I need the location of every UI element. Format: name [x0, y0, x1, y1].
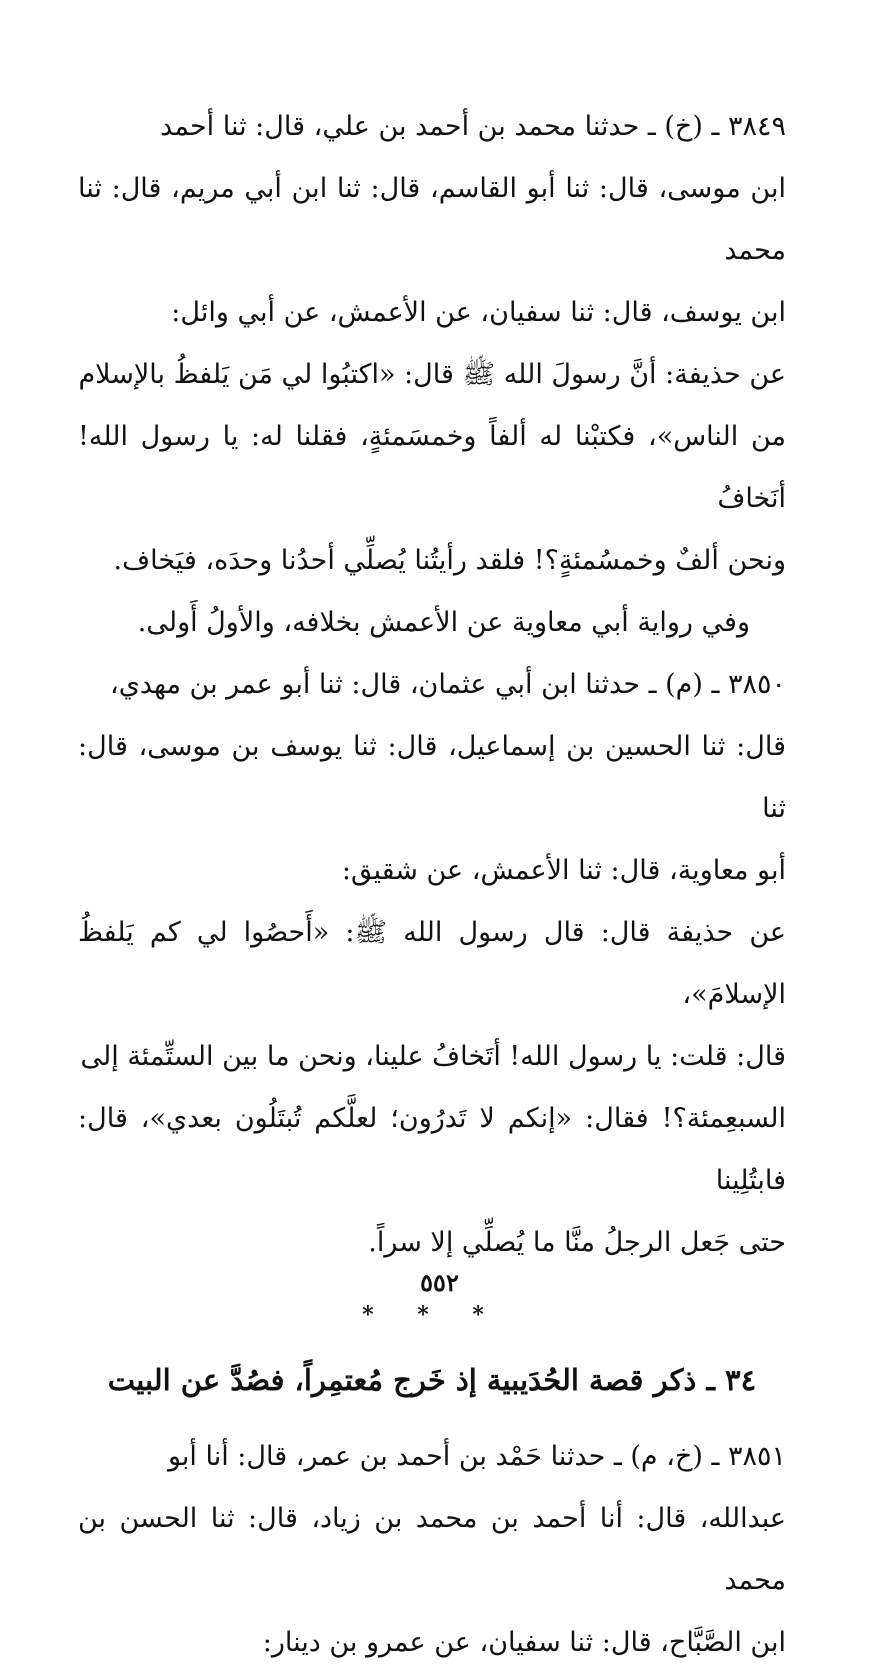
text-line: ابن الصَّبَّاح، قال: ثنا سفيان، عن عمرو بن دينار: — [262, 1627, 786, 1658]
text-line: ابن يوسف، قال: ثنا سفيان، عن الأعمش، عن أبي وائل: — [171, 297, 786, 328]
text-line: عبدالله، قال: أنا أحمد بن محمد بن زياد، قال: ثنا الحسن بن محمد — [78, 1503, 786, 1596]
text-line: عن حذيفة: أنَّ رسولَ الله ﷺ قال: «اكتبُوا لي مَن يَلفظُ بالإسلام — [78, 359, 786, 390]
text-line: السبعِمئة؟! فقال: «إنكم لا تَدرُون؛ لعلَّكم تُبتَلُون بعدي»، قال: فابتُلِينا — [78, 1103, 786, 1196]
text-line: وفي رواية أبي معاوية عن الأعمش بخلافه، والأولُ أَولى. — [137, 607, 750, 638]
hadith-note-3849 — [78, 592, 786, 654]
chapter-heading: ٣٤ ـ ذكر قصة الحُدَيبية إذ خَرج مُعتمِراً، فصُدَّ عن البيت — [107, 1363, 757, 1397]
text-line: حتى جَعل الرجلُ منَّا ما يُصلِّي إلا سراً. — [368, 1227, 786, 1258]
text-line: قال: قلت: يا رسول الله! أتَخافُ علينا، ونحن ما بين الستِّمئة إلى — [80, 1041, 786, 1072]
hadith-matn-3849 — [78, 344, 786, 592]
text-line: ٣٨٤٩ ـ (خ) ـ حدثنا محمد بن أحمد بن علي، قال: ثنا أحمد — [160, 111, 786, 142]
page-body — [78, 96, 786, 1674]
text-line: ابن موسى، قال: ثنا أبو القاسم، قال: ثنا ابن أبي مريم، قال: ثنا محمد — [78, 173, 786, 266]
hadith-isnad-3849 — [78, 96, 786, 344]
text-line: عن حذيفة قال: قال رسول الله ﷺ: «أَحصُوا لي كم يَلفظُ الإسلامَ»، — [78, 917, 786, 1010]
text-line: ٣٨٥١ ـ (خ، م) ـ حدثنا حَمْد بن أحمد بن عمر، قال: أنا أبو — [167, 1441, 786, 1472]
hadith-matn-3850 — [78, 902, 786, 1274]
section-separator: * * * — [362, 1302, 502, 1328]
text-line: أبو معاوية، قال: ثنا الأعمش، عن شقيق: — [341, 855, 786, 886]
text-line: من الناس»، فكتبْنا له ألفاً وخمسَمئةٍ، فقلنا له: يا رسول الله! أنَخافُ — [78, 421, 786, 514]
hadith-isnad-3850 — [78, 654, 786, 902]
hadith-isnad-3851 — [78, 1426, 786, 1674]
page-number: ٥٥٢ — [420, 1268, 459, 1297]
text-line: ٣٨٥٠ ـ (م) ـ حدثنا ابن أبي عثمان، قال: ثنا أبو عمر بن مهدي، — [110, 669, 786, 700]
text-line: قال: ثنا الحسين بن إسماعيل، قال: ثنا يوسف بن موسى، قال: ثنا — [78, 731, 786, 824]
text-line: ونحن ألفٌ وخمسُمئةٍ؟! فلقد رأيتُنا يُصلِّي أحدُنا وحدَه، فيَخاف. — [113, 545, 786, 576]
